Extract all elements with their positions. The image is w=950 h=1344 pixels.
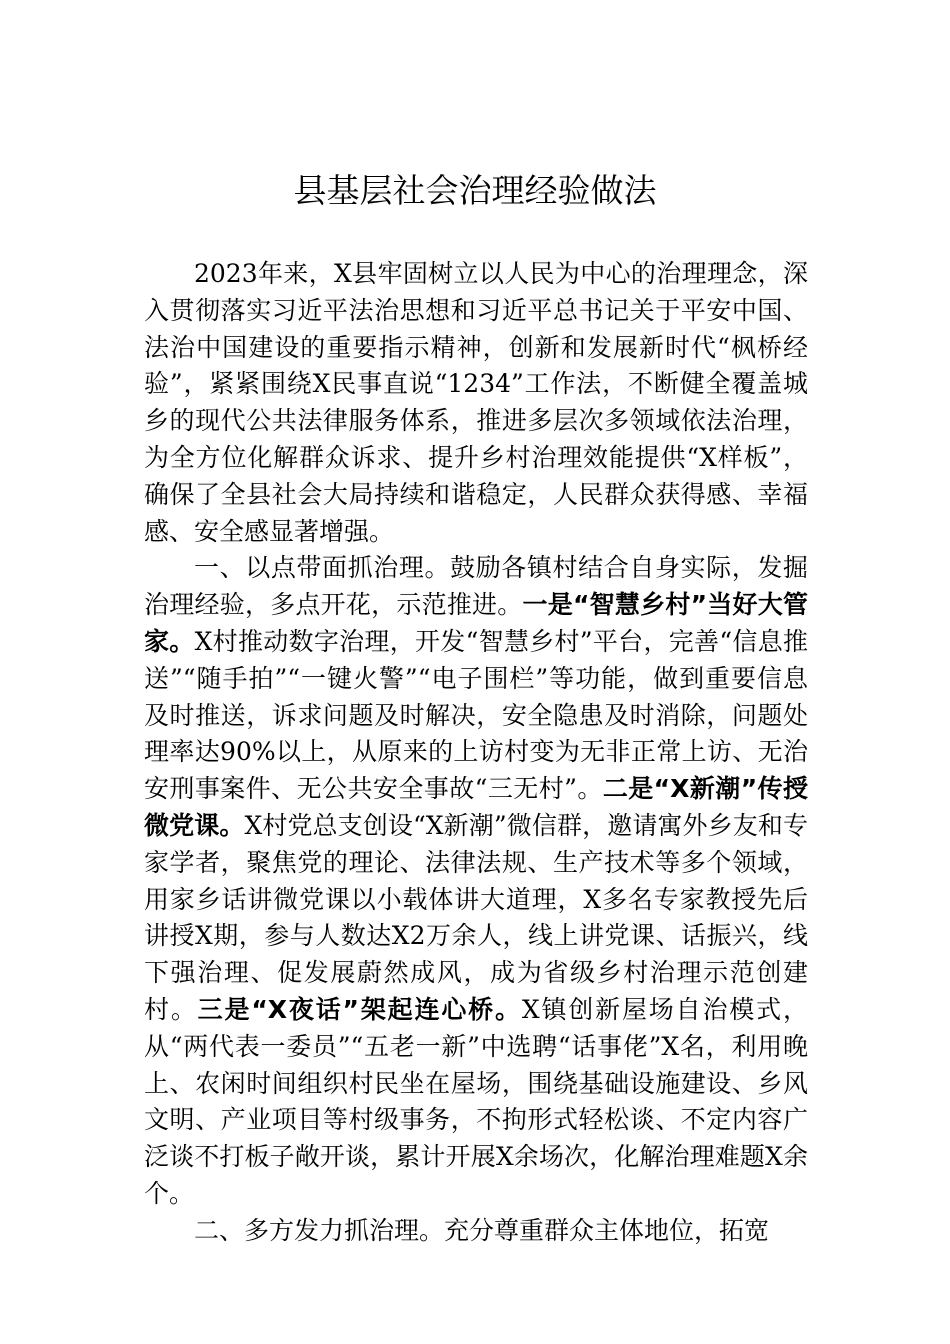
section-heading-text: 一、以点带面抓治理。鼓励各镇村结合自身实际，发掘治理经验，多点开花，示范推进。: [144, 553, 808, 620]
paragraph-intro: [144, 256, 808, 550]
document-title: 县基层社会治理经验做法: [293, 171, 657, 210]
bold-subheading-two: 二是“X新潮”传授微党课。: [144, 774, 808, 840]
paragraph-text: X村党总支创设“X新潮”微信群，邀请寓外乡友和专家学者，聚焦党的理论、法律法规、生产技术等多个领域，用家乡话讲微党课以小载体讲大道理，X多名专家教授先后讲授X期，参与人数达X2万余人，线上讲党课、话振兴，线下强治理、促发展蔚然成风，成为省级乡村治理示范创建村。: [144, 810, 808, 1024]
paragraph-section-two: [144, 1213, 808, 1250]
paragraph-text: X村推动数字治理，开发“智慧乡村”平台，完善“信息推送”“随手拍”“一键火警”“电子围栏”等功能，做到重要信息及时推送，诉求问题及时解决，安全隐患及时消除，问题处理率达90%以上，从原来的上访村变为无非正常上访、无治安刑事案件、无公共安全事故“三无村”。: [144, 626, 808, 804]
section-heading-text: 二、多方发力抓治理。充分尊重群众主体地位，拓宽: [194, 1215, 770, 1245]
bold-subheading-one: 一是“智慧乡村”当好大管家。: [144, 590, 808, 656]
bold-subheading-three: 三是“X夜话”架起连心桥。: [197, 994, 522, 1024]
paragraph-text: X镇创新屋场自治模式，从“两代表一委员”“五老一新”中选聘“话事佬”X名，利用晚上、农闲时间组织村民坐在屋场，围绕基础设施建设、乡风文明、产业项目等村级事务，不拘形式轻松谈、不定内容广泛谈不打板子敞开谈，累计开展X余场次，化解治理难题X余个。: [144, 994, 808, 1208]
paragraph-section-one: [144, 550, 808, 1212]
paragraph-text: 2023年来，X县牢固树立以人民为中心的治理理念，深入贯彻落实习近平法治思想和习近平总书记关于平安中国、法治中国建设的重要指示精神，创新和发展新时代“枫桥经验”，紧紧围绕X民事直说“1234”工作法，不断健全覆盖城乡的现代公共法律服务体系，推进多层次多领域依法治理，为全方位化解群众诉求、提升乡村治理效能提供“X样板”，确保了全县社会大局持续和谐稳定，人民群众获得感、幸福感、安全感显著增强。: [144, 259, 808, 546]
document-body: [144, 256, 808, 1250]
